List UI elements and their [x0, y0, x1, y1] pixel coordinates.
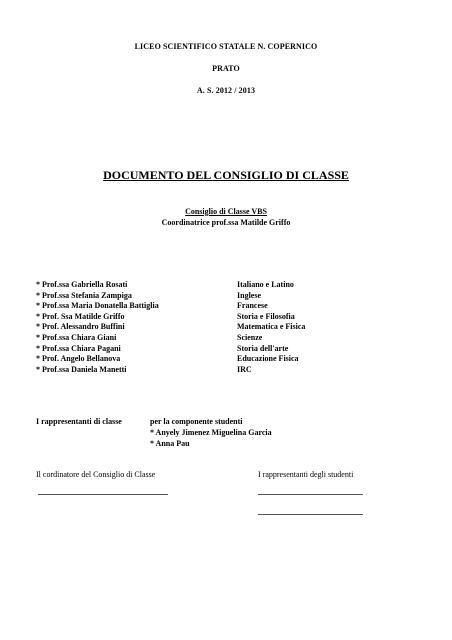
student-representative: * Anyely Jimenez Miguelina Garcia: [150, 428, 272, 437]
teacher-name: * Prof.ssa Chiara Pagani: [36, 343, 121, 353]
teacher-subject: Storia dell'arte: [237, 343, 289, 353]
coordinator-signature-label: Il cordinatore del Consiglio di Classe: [36, 470, 156, 479]
teacher-name: * Prof.ssa Gabriella Rosati: [36, 280, 128, 289]
teacher-subject: Matematica e Fisica: [237, 322, 306, 332]
council-label: Consiglio di Classe VBS: [185, 207, 267, 216]
teacher-subject: Italiano e Latino: [237, 280, 294, 289]
teacher-name: * Prof.ssa Maria Donatella Battiglia: [36, 301, 159, 311]
teacher-name: * Prof.ssa Chiara Giani: [36, 332, 117, 342]
school-city: PRATO: [212, 64, 240, 73]
representatives-component: per la componente studenti: [150, 417, 243, 426]
students-signature-label: I rappresentanti degli studenti: [258, 470, 354, 479]
document-title: DOCUMENTO DEL CONSIGLIO DI CLASSE: [103, 168, 349, 182]
teacher-subject: Storia e Filosofia: [237, 311, 295, 321]
teacher-name: * Prof.ssa Daniela Manetti: [36, 364, 127, 374]
student-representative: * Anna Pau: [150, 439, 190, 448]
teacher-subject: Inglese: [237, 290, 261, 300]
student-signature-line-2: [258, 514, 363, 515]
teacher-name: * Prof. Ssa Matilde Griffo: [36, 311, 125, 321]
teacher-name: * Prof. Angelo Bellanova: [36, 354, 121, 364]
teacher-name: * Prof.ssa Stefania Zampiga: [36, 290, 132, 300]
teacher-subject: Educazione Fisica: [237, 354, 299, 364]
teacher-subject: Scienze: [237, 332, 263, 342]
teacher-subject: Francese: [237, 301, 268, 311]
school-year: A. S. 2012 / 2013: [196, 86, 256, 95]
coordinator-signature-line: [38, 494, 168, 495]
teacher-subject: IRC: [237, 364, 252, 374]
school-name: LICEO SCIENTIFICO STATALE N. COPERNICO: [134, 42, 318, 51]
student-signature-line-1: [258, 494, 363, 495]
representatives-label: I rappresentanti di classe: [36, 417, 122, 426]
teacher-name: * Prof. Alessandro Buffini: [36, 322, 125, 332]
council-coordinator: Coordinatrice prof.ssa Matilde Griffo: [161, 218, 291, 227]
subject-list: [237, 280, 305, 375]
teacher-list: [36, 280, 159, 375]
